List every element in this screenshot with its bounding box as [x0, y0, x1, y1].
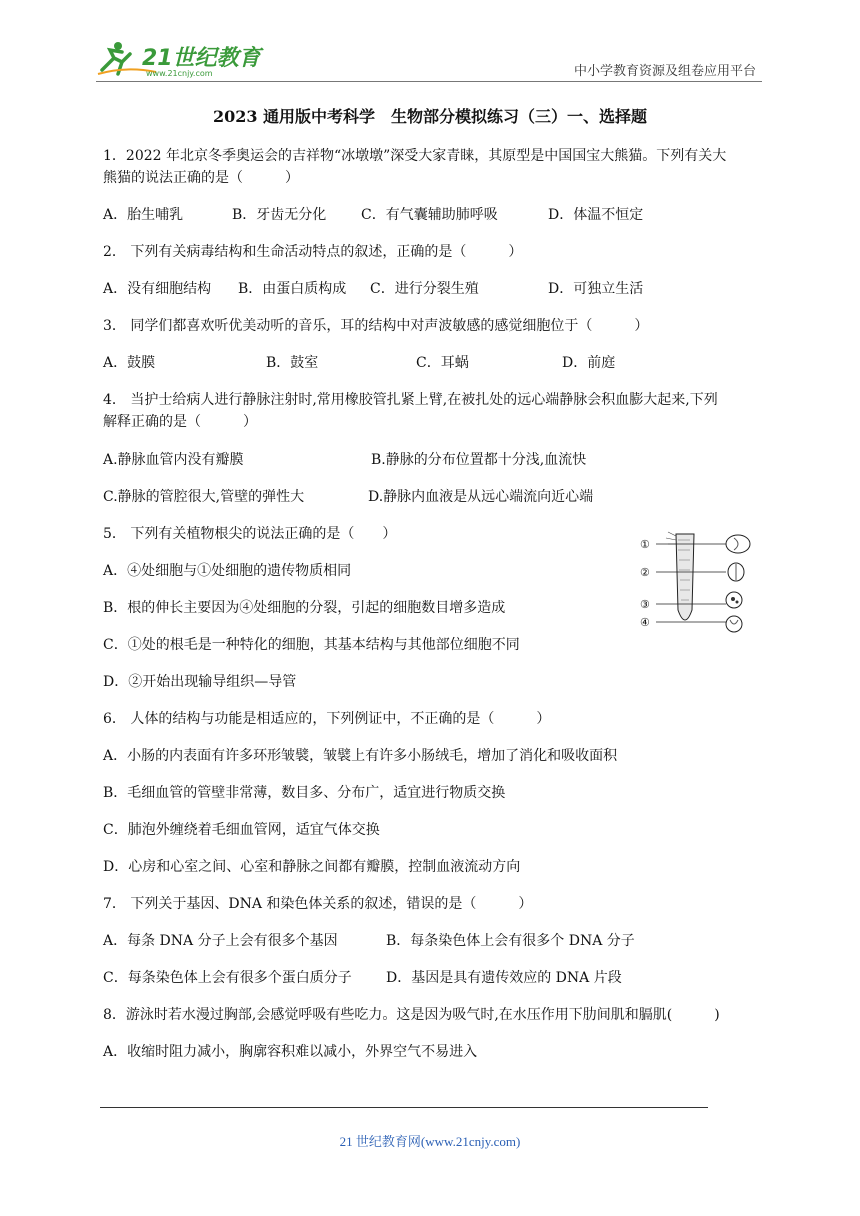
question-5-option-c: C．①处的根毛是一种特化的细胞，其基本结构与其他部位细胞不同	[103, 637, 520, 653]
question-8-stem: 8．游泳时若水漫过胸部,会感觉呼吸有些吃力。这是因为吸气时,在水压作用下肋间肌和膈肌( )	[103, 1007, 720, 1023]
question-7-option-d: D．基因是具有遗传效应的 DNA 片段	[386, 970, 622, 986]
question-5-option-b: B．根的伸长主要因为④处细胞的分裂，引起的细胞数目增多造成	[103, 600, 506, 616]
question-6-option-b: B．毛细血管的管壁非常薄，数目多、分布广，适宜进行物质交换	[103, 785, 506, 801]
question-5-option-d: D．②开始出现输导组织—导管	[103, 674, 297, 690]
question-2-stem: 2． 下列有关病毒结构和生命活动特点的叙述，正确的是（ ）	[103, 244, 523, 260]
question-2-option-c: C．进行分裂生殖	[370, 281, 479, 297]
question-4-option-b: B.静脉的分布位置都十分浅,血流快	[371, 452, 587, 468]
question-1-option-a: A．胎生哺乳	[103, 207, 184, 223]
logo-text: 21世纪教育	[142, 46, 261, 71]
question-6-option-d: D．心房和心室之间、心室和静脉之间都有瓣膜，控制血液流动方向	[103, 859, 521, 875]
question-7-option-a: A．每条 DNA 分子上会有很多个基因	[103, 933, 338, 949]
question-4-option-a: A.静脉血管内没有瓣膜	[103, 452, 244, 468]
question-6-stem: 6． 人体的结构与功能是相适应的，下列例证中，不正确的是（ ）	[103, 711, 551, 727]
figure-label-4: ④	[640, 616, 650, 629]
question-1-option-c: C．有气囊辅助肺呼吸	[361, 207, 498, 223]
question-6-option-c: C．肺泡外缠绕着毛细血管网，适宜气体交换	[103, 822, 380, 838]
question-3-option-c: C．耳蜗	[416, 355, 469, 371]
platform-name: 中小学教育资源及组卷应用平台	[573, 64, 756, 79]
question-3-option-d: D．前庭	[562, 355, 616, 371]
question-8-option-a: A．收缩时阻力减小，胸廓容积难以减小，外界空气不易进入	[103, 1044, 478, 1060]
question-3-option-a: A．鼓膜	[103, 355, 156, 371]
question-4-stem-line-2: 解释正确的是（ ）	[103, 414, 257, 430]
question-2-option-b: B．由蛋白质构成	[238, 281, 347, 297]
question-6-option-a: A．小肠的内表面有许多环形皱襞，皱襞上有许多小肠绒毛，增加了消化和吸收面积	[103, 748, 618, 764]
root-tip-diagram	[638, 530, 760, 634]
question-1-stem-line-2: 熊猫的说法正确的是（ ）	[103, 170, 299, 186]
question-4-option-d: D.静脉内血液是从远心端流向近心端	[368, 489, 594, 505]
question-1-stem-line-1: 1．2022 年北京冬季奥运会的吉祥物“冰墩墩”深受大家青睐，其原型是中国国宝大熊猫。下列有关大	[103, 148, 727, 164]
question-3-stem: 3． 同学们都喜欢听优美动听的音乐，耳的结构中对声波敏感的感觉细胞位于（ ）	[103, 318, 649, 334]
site-logo	[96, 40, 266, 80]
question-5-stem: 5． 下列有关植物根尖的说法正确的是（ ）	[103, 526, 397, 542]
question-1-option-b: B．牙齿无分化	[232, 207, 327, 223]
question-3-option-b: B．鼓室	[266, 355, 319, 371]
page-title: 2023 通用版中考科学 生物部分模拟练习（三）一、选择题	[212, 107, 648, 126]
question-4-option-c: C.静脉的管腔很大,管壁的弹性大	[103, 489, 305, 505]
figure-label-1: ①	[640, 538, 650, 551]
figure-label-2: ②	[640, 566, 650, 579]
question-7-option-b: B．每条染色体上会有很多个 DNA 分子	[386, 933, 635, 949]
footer-link[interactable]: 21 世纪教育网(www.21cnjy.com)	[339, 1134, 521, 1149]
question-2-option-d: D．可独立生活	[548, 281, 644, 297]
question-4-stem-line-1: 4． 当护士给病人进行静脉注射时,常用橡胶管扎紧上臂,在被扎处的远心端静脉会积血膨大起来,下列	[103, 392, 718, 408]
question-5-option-a: A．④处细胞与①处细胞的遗传物质相同	[103, 563, 352, 579]
question-2-option-a: A．没有细胞结构	[103, 281, 212, 297]
footer-divider	[100, 1107, 708, 1108]
question-7-stem: 7． 下列关于基因、DNA 和染色体关系的叙述，错误的是（ ）	[103, 896, 533, 912]
figure-label-3: ③	[640, 598, 650, 611]
question-1-option-d: D．体温不恒定	[548, 207, 644, 223]
logo-url: www.21cnjy.com	[146, 69, 213, 78]
question-7-option-c: C．每条染色体上会有很多个蛋白质分子	[103, 970, 352, 986]
runner-logo-icon	[96, 40, 266, 80]
header-divider	[96, 81, 762, 82]
